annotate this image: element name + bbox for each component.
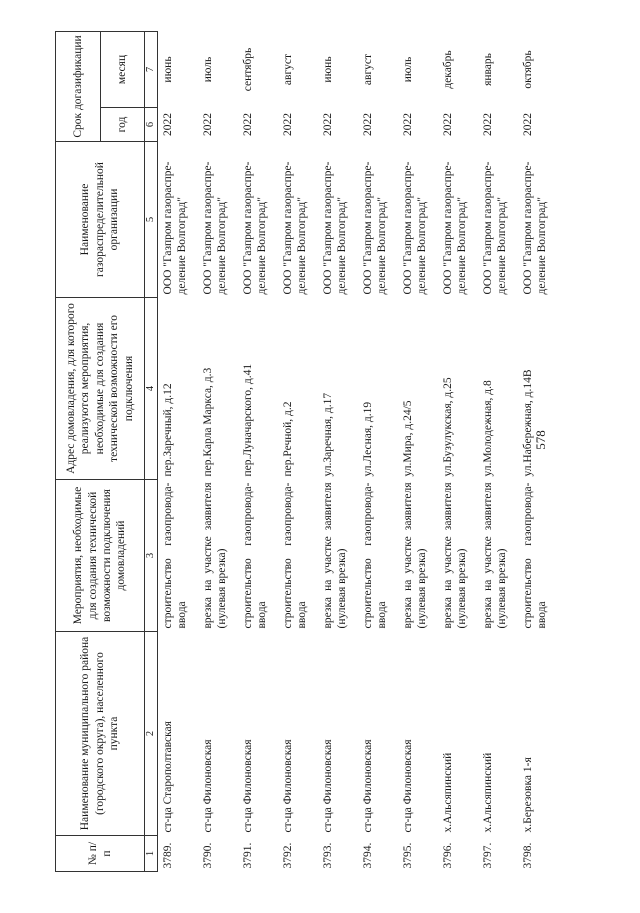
row-number: 3792. <box>282 842 294 869</box>
row-place: ст-ца Филоновская <box>402 739 414 833</box>
row-place: х.Альсяпинский <box>482 752 494 833</box>
row-year: 2022 <box>322 113 334 136</box>
row-measure: врезка на участке заявителя (нулевая врезка) <box>482 482 509 629</box>
row-address: ул.Бузулукская, д.25 <box>442 377 454 477</box>
row-place: ст-ца Филоновская <box>242 739 254 833</box>
row-year: 2022 <box>522 113 534 136</box>
row-year: 2022 <box>482 113 494 136</box>
row-measure: строительство газопровода-ввода <box>522 482 549 629</box>
row-organization: ООО "Газпром газораспре-деление Волгоград" <box>322 161 349 295</box>
column-number: 3 <box>145 480 158 632</box>
row-place: ст-ца Филоновская <box>322 739 334 833</box>
row-month: июль <box>202 56 214 83</box>
row-measure: строительство газопровода-ввода <box>242 482 269 629</box>
row-place: ст-ца Старополтавская <box>162 721 174 833</box>
row-number: 3789. <box>162 842 174 869</box>
row-address: пер.Луначарского, д.41 <box>242 363 254 477</box>
row-year: 2022 <box>242 113 254 136</box>
gasification-table <box>55 31 558 872</box>
row-address: ул.Набережная, д.14В <box>522 369 534 477</box>
row-year: 2022 <box>282 113 294 136</box>
column-number-row <box>145 32 158 872</box>
header-number: № п/п <box>56 836 145 872</box>
header-month: месяц <box>100 32 145 108</box>
table-row <box>198 32 238 872</box>
row-number: 3798. <box>522 842 534 869</box>
row-measure: врезка на участке заявителя (нулевая врезка) <box>402 482 429 629</box>
row-month: июнь <box>322 56 334 83</box>
row-organization: ООО "Газпром газораспре-деление Волгоград" <box>282 161 309 295</box>
row-address: пер.Карла Маркса, д.3 <box>202 367 214 477</box>
row-address: ул.Мира, д.24/5 <box>402 400 414 477</box>
column-number: 6 <box>145 108 158 142</box>
table-row <box>398 32 438 872</box>
row-organization: ООО "Газпром газораспре-деление Волгоград" <box>362 161 389 295</box>
row-address: ул.Молодежная, д.8 <box>482 380 494 477</box>
rotated-table-container <box>55 32 625 872</box>
row-number: 3793. <box>322 842 334 869</box>
row-address: ул.Лесная, д.19 <box>362 401 374 477</box>
header-year: год <box>100 108 145 142</box>
row-organization: ООО "Газпром газораспре-деление Волгоград" <box>442 161 469 295</box>
column-number: 7 <box>145 32 158 108</box>
table-body <box>158 32 559 872</box>
row-address: пер.Речной, д.2 <box>282 401 294 477</box>
row-place: х.Березовка 1-я <box>522 757 534 833</box>
row-month: сентябрь <box>242 47 254 92</box>
row-measure: врезка на участке заявителя (нулевая врезка) <box>202 482 229 629</box>
table-row <box>358 32 398 872</box>
table-row <box>438 32 478 872</box>
row-measure: строительство газопровода-ввода <box>362 482 389 629</box>
column-number: 2 <box>145 632 158 836</box>
row-year: 2022 <box>202 113 214 136</box>
row-month: январь <box>482 53 494 86</box>
row-month: июль <box>402 56 414 83</box>
row-year: 2022 <box>442 113 454 136</box>
table-row <box>478 32 518 872</box>
row-place: ст-ца Филоновская <box>362 739 374 833</box>
row-organization: ООО "Газпром газораспре-деление Волгоград" <box>522 161 549 295</box>
row-organization: ООО "Газпром газораспре-деление Волгоград" <box>202 161 229 295</box>
row-month: декабрь <box>442 50 454 89</box>
row-place: ст-ца Филоновская <box>202 739 214 833</box>
row-address: ул.Заречная, д.17 <box>322 392 334 477</box>
page-number: 578 <box>533 430 548 450</box>
row-month: август <box>362 53 374 86</box>
row-number: 3791. <box>242 842 254 869</box>
row-measure: врезка на участке заявителя (нулевая врезка) <box>322 482 349 629</box>
table-row <box>318 32 358 872</box>
row-address: пер.Заречный, д.12 <box>162 383 174 477</box>
table-row <box>158 32 199 872</box>
row-organization: ООО "Газпром газораспре-деление Волгоград" <box>402 161 429 295</box>
row-year: 2022 <box>162 113 174 136</box>
row-organization: ООО "Газпром газораспре-деление Волгоград" <box>482 161 509 295</box>
header-organization: Наименование газораспределительной организации <box>56 142 145 298</box>
table-header <box>56 32 158 872</box>
row-place: ст-ца Филоновская <box>282 739 294 833</box>
row-number: 3790. <box>202 842 214 869</box>
row-number: 3795. <box>402 842 414 869</box>
header-deadline-group: Срок догазификации <box>56 32 101 142</box>
row-month: октябрь <box>522 50 534 89</box>
row-place: х.Альсяпинский <box>442 752 454 833</box>
column-number: 5 <box>145 142 158 298</box>
row-year: 2022 <box>362 113 374 136</box>
row-organization: ООО "Газпром газораспре-деление Волгоград" <box>242 161 269 295</box>
header-measures: Мероприятия, необходимые для создания технической возможности подключения домовладений <box>56 480 145 632</box>
row-number: 3797. <box>482 842 494 869</box>
row-month: август <box>282 53 294 86</box>
row-measure: строительство газопровода-ввода <box>282 482 309 629</box>
table-row <box>278 32 318 872</box>
row-year: 2022 <box>402 113 414 136</box>
table-row <box>518 32 558 872</box>
row-organization: ООО "Газпром газораспре-деление Волгоград" <box>162 161 189 295</box>
row-measure: строительство газопровода-ввода <box>162 482 189 629</box>
row-number: 3794. <box>362 842 374 869</box>
header-municipality: Наименование муниципального района (городского округа), населенного пункта <box>56 632 145 836</box>
table-row <box>238 32 278 872</box>
row-measure: врезка на участке заявителя (нулевая врезка) <box>442 482 469 629</box>
header-address: Адрес домовладения, для которого реализуются мероприятия, необходимые для создания технической возможности его подключения <box>56 298 145 480</box>
column-number: 4 <box>145 298 158 480</box>
row-number: 3796. <box>442 842 454 869</box>
column-number: 1 <box>145 836 158 872</box>
row-month: июнь <box>162 56 174 83</box>
